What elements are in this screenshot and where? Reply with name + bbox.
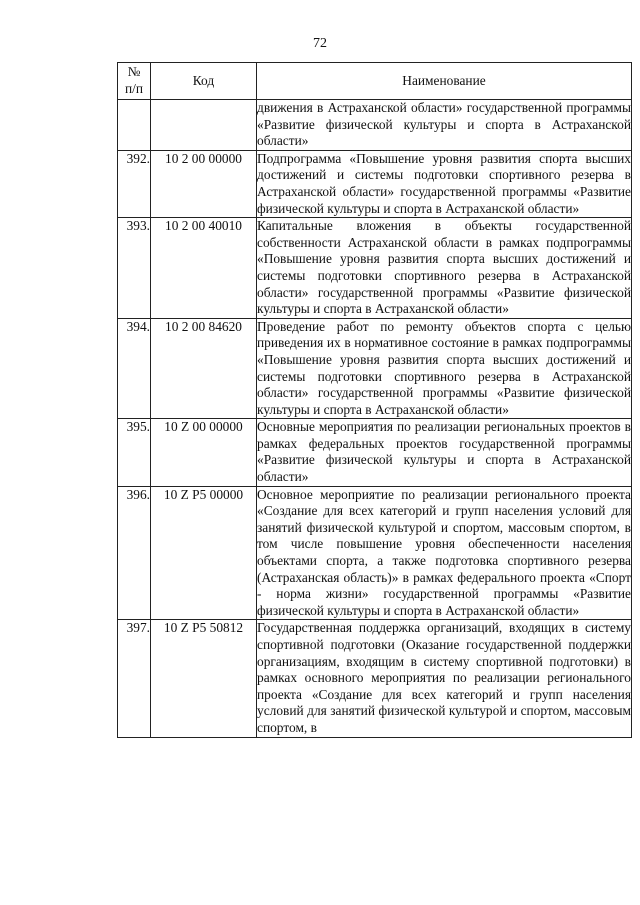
page-number: 72 (313, 36, 327, 51)
budget-code-table (117, 62, 632, 738)
table-row (118, 620, 632, 737)
table-row (118, 318, 632, 419)
row-number: 395. (118, 419, 151, 486)
row-number (118, 100, 151, 151)
header-code: Код (151, 63, 257, 100)
row-name: Основные мероприятия по реализации региональных проектов в рамках федеральных проектов государственной программы «Развитие физической культуры и спорта в Астраханской области» (257, 419, 632, 486)
row-number: 393. (118, 218, 151, 319)
row-code: 10 2 00 00000 (151, 150, 257, 217)
header-number (118, 63, 151, 100)
header-number-abbr: п/п (124, 81, 144, 96)
row-number: 392. (118, 150, 151, 217)
row-name: движения в Астраханской области» государственной программы «Развитие физической культуры и спорта в Астраханской области» (257, 100, 632, 151)
row-code: 10 Z P5 00000 (151, 486, 257, 620)
table-row (118, 218, 632, 319)
row-code: 10 2 00 40010 (151, 218, 257, 319)
row-name: Государственная поддержка организаций, входящих в систему спортивной подготовки (Оказание государственной поддержки организациям, входящим в систему спортивной подготовки) в рамках основного мероприятия по реализации регионального проекта «Создание для всех категорий и групп населения условий для занятий физической культурой и спортом, массовым спортом, в (257, 620, 632, 737)
row-code (151, 100, 257, 151)
row-number: 394. (118, 318, 151, 419)
table-row (118, 486, 632, 620)
row-code: 10 2 00 84620 (151, 318, 257, 419)
row-name: Подпрограмма «Повышение уровня развития спорта высших достижений и системы подготовки спортивного резерва в Астраханской области» государственной программы «Развитие физической культуры и спорта в Астраханской области» (257, 150, 632, 217)
table-row-continued (118, 100, 632, 151)
row-name: Капитальные вложения в объекты государственной собственности Астраханской области в рамках подпрограммы «Повышение уровня развития спорта высших достижений и системы подготовки спортивного резерва в Астраханской области» государственной программы «Развитие физической культуры и спорта в Астраханской области» (257, 218, 632, 319)
row-name: Основное мероприятие по реализации регионального проекта «Создание для всех категорий и групп населения условий для занятий физической культурой и спортом, массовым спортом, в том числе повышение уровня обеспеченности населения объектами спорта, а также подготовка спортивного резерва (Астраханская область)» в рамках федерального проекта «Спорт - норма жизни» государственной программы «Развитие физической культуры и спорта в Астраханской области» (257, 486, 632, 620)
header-number-symbol: № (127, 64, 141, 80)
table-header-row (118, 63, 632, 100)
row-number: 397. (118, 620, 151, 737)
row-number: 396. (118, 486, 151, 620)
table-row (118, 419, 632, 486)
table-row (118, 150, 632, 217)
row-name: Проведение работ по ремонту объектов спорта с целью приведения их в нормативное состояние в рамках подпрограммы «Повышение уровня развития спорта высших достижений и системы подготовки спортивного резерва в Астраханской области» государственной программы «Развитие физической культуры и спорта в Астраханской области» (257, 318, 632, 419)
row-code: 10 Z 00 00000 (151, 419, 257, 486)
row-code: 10 Z P5 50812 (151, 620, 257, 737)
header-name: Наименование (257, 63, 632, 100)
